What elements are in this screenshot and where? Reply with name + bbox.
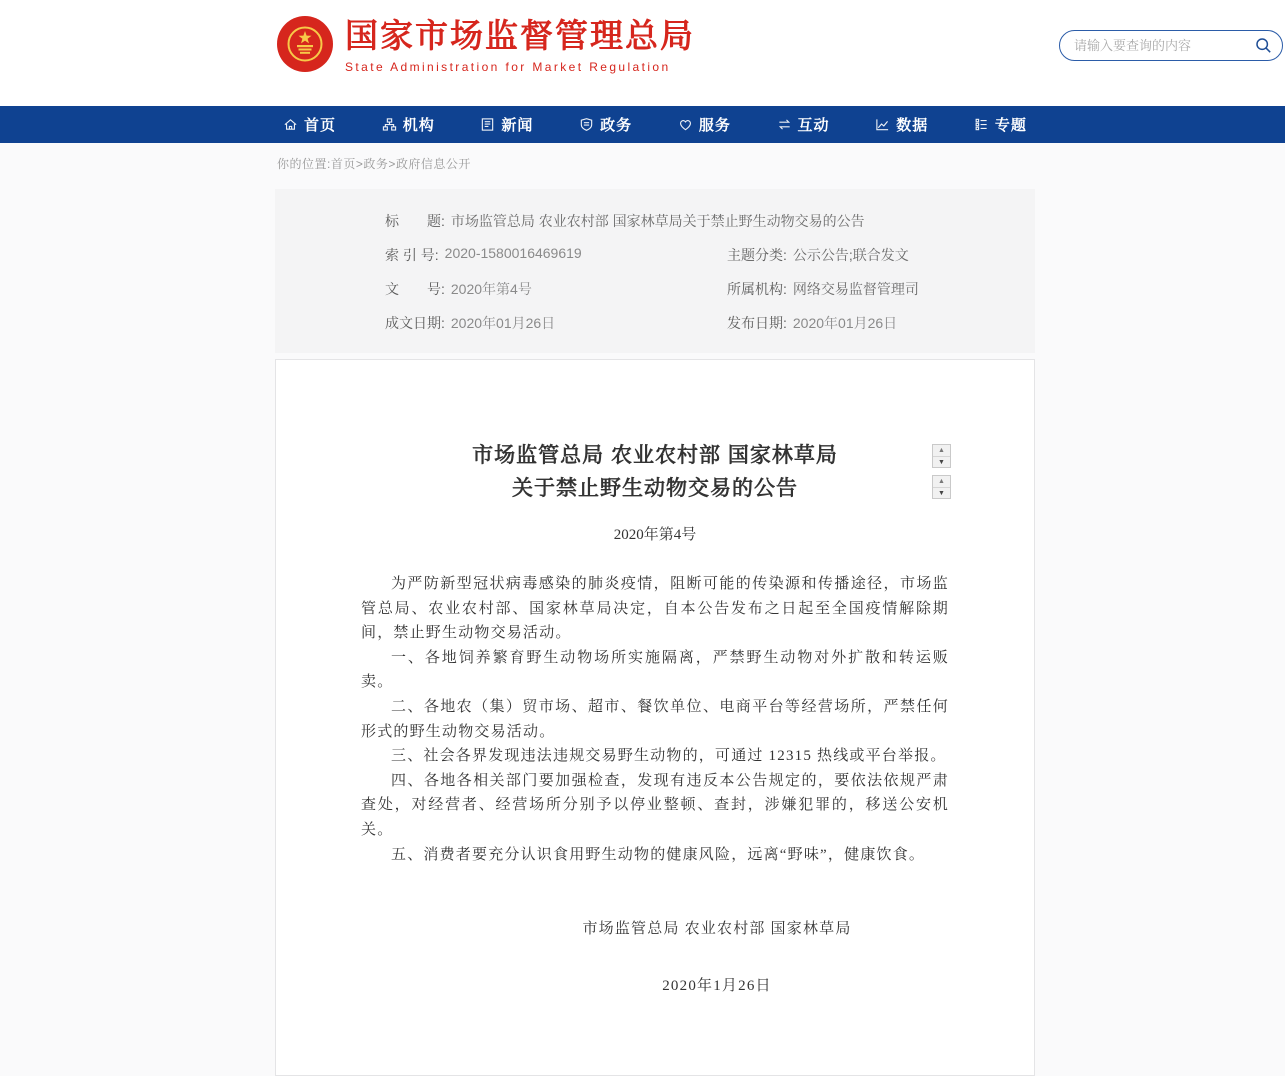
document-signature: 市场监管总局 农业农村部 国家林草局	[582, 921, 852, 938]
org-icon	[382, 117, 397, 132]
font-size-controls	[932, 444, 951, 499]
nav-item-news[interactable]	[480, 114, 533, 135]
meta-title-value: 市场监管总局 农业农村部 国家林草局关于禁止野生动物交易的公告	[450, 213, 865, 229]
paragraph: 二、各地农（集）贸市场、超市、餐饮单位、电商平台等经营场所，严禁任何形式的野生动物交易活动。	[361, 699, 949, 740]
document-meta-panel	[275, 189, 1035, 353]
nav-item-home[interactable]	[283, 114, 336, 135]
paragraph: 四、各地各相关部门要加强检查，发现有违反本公告规定的，要依法依规严肃查处，对经营者、经营场所分别予以停业整顿、查封，涉嫌犯罪的，移送公安机关。	[361, 772, 949, 839]
font-increase-up-button[interactable]: ▲	[933, 445, 950, 456]
document-number: 2020年第4号	[613, 527, 697, 544]
emblem-icon	[277, 16, 333, 72]
meta-value: 2020年第4号	[450, 281, 532, 297]
meta-row-index	[385, 245, 727, 265]
nav-item-topics[interactable]	[974, 114, 1027, 135]
nav-label: 数据	[896, 117, 929, 134]
meta-row-category	[727, 245, 1005, 265]
paragraph: 五、消费者要充分认识食用野生动物的健康风险，远离“野味”，健康饮食。	[391, 846, 926, 863]
data-icon	[875, 117, 890, 132]
meta-label: 主题分类:	[727, 247, 787, 263]
home-icon	[283, 117, 298, 132]
search-input[interactable]	[1074, 38, 1255, 53]
meta-value: 公示公告;联合发文	[792, 247, 909, 263]
paragraph: 一、各地饲养繁育野生动物场所实施隔离，严禁野生动物对外扩散和转运贩卖。	[361, 649, 949, 691]
document-title-line1: 市场监管总局 农业农村部 国家林草局	[472, 444, 838, 467]
document-date: 2020年1月26日	[662, 978, 772, 995]
nav-label: 首页	[304, 117, 337, 134]
font-size-decrease-control	[932, 475, 951, 499]
announcement-article	[275, 359, 1035, 1076]
site-header	[0, 0, 1285, 106]
font-decrease-up-button[interactable]: ▲	[933, 476, 950, 487]
nav-label: 机构	[402, 117, 435, 134]
meta-label: 成文日期:	[385, 315, 445, 331]
nav-item-gov[interactable]	[579, 114, 632, 135]
document-title	[361, 440, 949, 505]
breadcrumb[interactable]: 你的位置:首页>政务>政府信息公开	[277, 157, 471, 171]
search-box[interactable]	[1059, 30, 1283, 61]
nav-item-interact[interactable]	[777, 114, 830, 135]
site-subtitle: State Administration for Market Regulation	[345, 60, 671, 75]
search-button[interactable]	[1255, 37, 1272, 54]
main-nav	[0, 106, 1285, 143]
font-size-increase-control	[932, 444, 951, 468]
meta-value: 2020年01月26日	[450, 315, 556, 331]
font-decrease-down-button[interactable]: ▼	[933, 487, 950, 498]
site-title: 国家市场监督管理总局	[345, 17, 695, 54]
nav-item-org[interactable]	[382, 114, 435, 135]
meta-label: 索 引 号:	[385, 247, 439, 263]
nav-label: 新闻	[501, 117, 534, 134]
meta-label: 文 号:	[385, 281, 445, 297]
interact-icon	[777, 117, 792, 132]
news-icon	[480, 117, 495, 132]
meta-value: 2020年01月26日	[792, 315, 898, 331]
search-icon	[1255, 42, 1272, 57]
document-body	[361, 572, 949, 867]
meta-value: 网络交易监督管理司	[792, 281, 919, 297]
nav-item-service[interactable]	[678, 114, 731, 135]
document-title-line2: 关于禁止野生动物交易的公告	[512, 476, 798, 500]
gov-icon	[579, 117, 594, 132]
meta-row-agency	[727, 279, 1005, 299]
nav-label: 互动	[797, 117, 830, 134]
meta-row-publish-date	[727, 313, 1005, 333]
nav-item-data[interactable]	[875, 114, 928, 135]
meta-label: 所属机构:	[727, 281, 787, 297]
meta-row-docnum	[385, 279, 727, 299]
meta-label: 发布日期:	[727, 315, 787, 331]
national-emblem-logo	[277, 16, 333, 72]
nav-label: 专题	[994, 117, 1027, 134]
meta-value: 2020-1580016469619	[444, 245, 582, 261]
paragraph: 为严防新型冠状病毒感染的肺炎疫情，阻断可能的传染源和传播途径，市场监管总局、农业农村部、国家林草局决定，自本公告发布之日起至全国疫情解除期间，禁止野生动物交易活动。	[361, 576, 949, 642]
paragraph: 三、社会各界发现违法违规交易野生动物的，可通过 12315 热线或平台举报。	[391, 748, 947, 765]
topics-icon	[974, 117, 989, 132]
nav-label: 服务	[698, 117, 731, 134]
service-icon	[678, 117, 693, 132]
meta-row-written-date	[385, 313, 727, 333]
meta-title-label: 标 题:	[385, 213, 445, 229]
nav-label: 政务	[600, 117, 633, 134]
font-increase-down-button[interactable]: ▼	[933, 456, 950, 467]
